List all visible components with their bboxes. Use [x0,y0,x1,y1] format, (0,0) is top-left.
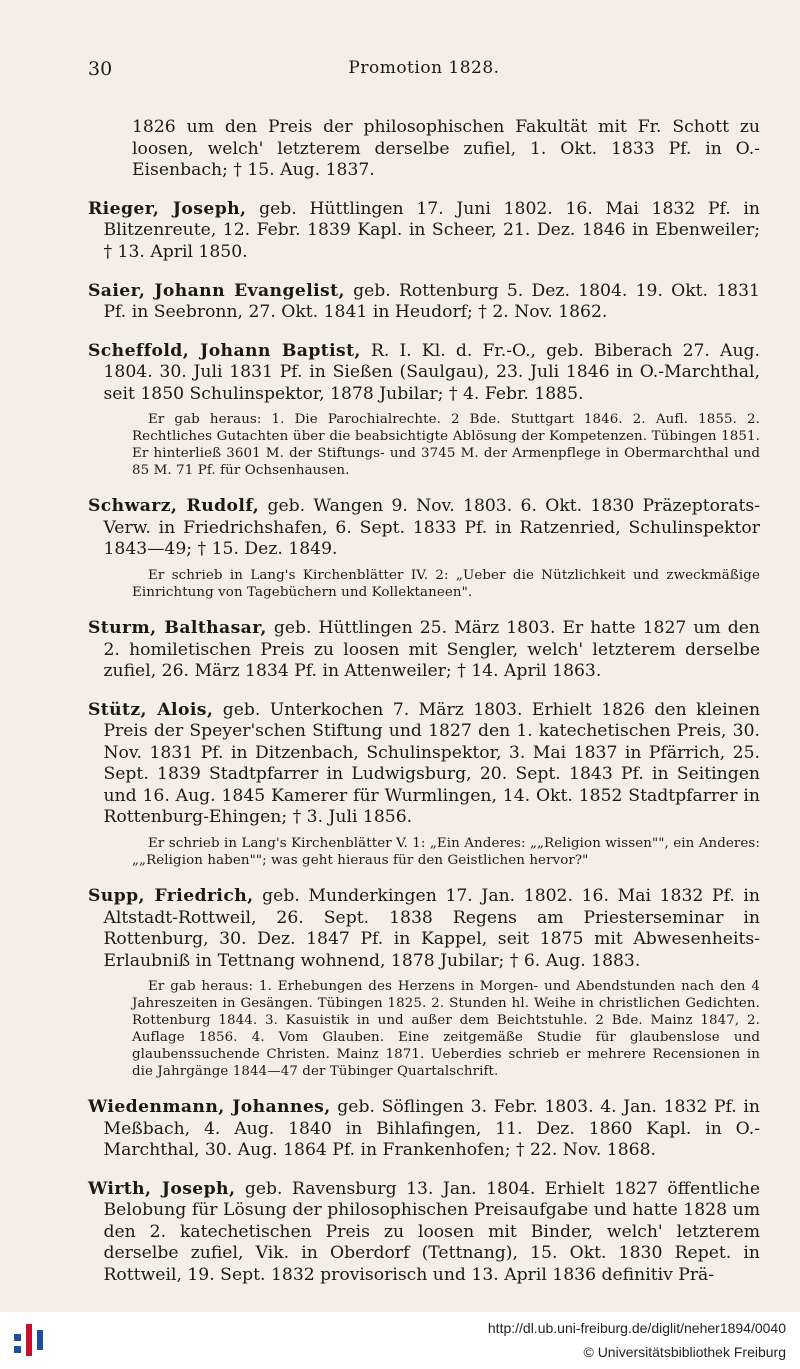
entry-note-scheffold: Er gab heraus: 1. Die Parochialrechte. 2 Bde. Stuttgart 1846. 2. Aufl. 1855. 2. Rechtliches Gutachten über die beabsichtigte Ablösung der Kompetenzen. Tübingen 1851. Er hinterließ 3601 M. der Stiftungs- und 3745 M. der Armenpflege in Obermarchthal und 85 M. 71 Pf. für Ochsenhausen. [132,412,760,479]
entry-text: R. I. Kl. d. Fr.-O., geb. Biberach 27. Aug. 1804. 30. Juli 1831 Pf. in Sießen (Saulgau), 23. Juli 1846 in O.-Marchthal, seit 1850 Schulinspektor, 1878 Jubilar; † 4. Febr. 1885. [103,340,760,404]
entry-continuation: 1826 um den Preis der philosophischen Fakultät mit Fr. Schott zu loosen, welch' letzterem derselbe zufiel, 1. Okt. 1833 Pf. in O.-Eisenbach; † 15. Aug. 1837. [132,117,760,181]
entry-wirth [88,1179,760,1287]
entry-saier [88,281,760,324]
entry-stuetz [88,700,760,829]
entry-text: geb. Unterkochen 7. März 1803. Erhielt 1826 den kleinen Preis der Speyer'schen Stiftung und 1827 den 1. katechetischen Preis, 30. Nov. 1831 Pf. in Ditzenbach, Schulinspektor, 3. Mai 1837 in Pfärrich, 25. Sept. 1839 Stadtpfarrer in Ludwigsburg, 20. Sept. 1843 Pf. in Seitingen und 16. Aug. 1845 Kamerer für Wurmlingen, 14. Okt. 1852 Stadtpfarrer in Rottenburg-Ehingen; † 3. Juli 1856. [103,699,761,828]
page-header [88,58,760,86]
entry-schwarz [88,496,760,561]
entry-name: Stütz, Alois, [88,699,214,720]
footer-bar [0,1312,800,1369]
entry-name: Saier, Johann Evangelist, [88,280,345,301]
copyright-notice: © Universitätsbibliothek Freiburg [583,1344,786,1360]
entry-sturm [88,618,760,683]
entry-note-stuetz: Er schrieb in Lang's Kirchenblätter V. 1: „Ein Anderes: „„Religion wissen"", ein Anderes: „„Religion haben""; was geht hieraus für den Geistlichen hervor?" [132,835,760,868]
entry-name: Rieger, Joseph, [88,198,247,219]
entry-name: Wirth, Joseph, [88,1178,236,1199]
entry-note-supp: Er gab heraus: 1. Erhebungen des Herzens in Morgen- und Abendstunden nach den 4 Jahreszeiten in Gesängen. Tübingen 1825. 2. Stunden hl. Weihe in christlichen Gedichten. Rottenburg 1844. 3. Kasuistik in und außer dem Beichtstuhle. 2 Bde. Mainz 1847, 2. Auflage 1856. 4. Vom Glauben. Eine zeitgemäße Studie für glaubenslose und glaubenssuchende Christen. Mainz 1871. Ueberdies schrieb er mehrere Recensionen in die Jahrgänge 1844—47 der Tübinger Quartalschrift. [132,979,760,1079]
entry-name: Supp, Friedrich, [88,886,254,906]
entry-text: geb. Söflingen 3. Febr. 1803. 4. Jan. 1832 Pf. in Meßbach, 4. Aug. 1840 in Bihlafingen, 11. Dez. 1860 Kapl. in O.-Marchthal, 30. Aug. 1864 Pf. in Frankenhofen; † 22. Nov. 1868. [103,1097,761,1161]
entry-note-schwarz: Er schrieb in Lang's Kirchenblätter IV. 2: „Ueber die Nützlichkeit und zweckmäßige Einrichtung von Tagebüchern und Kollektaneen". [132,567,760,600]
running-title: Promotion 1828. [348,58,500,78]
page-body [88,100,760,1292]
entry-text: geb. Munderkingen 17. Jan. 1802. 16. Mai 1832 Pf. in Altstadt-Rottweil, 26. Sept. 1838 Regens am Priesterseminar in Rottenburg, 30. Dez. 1847 Pf. in Kappel, seit 1875 mit Abwesenheits-Erlaubniß in Tettnang wohnend, 1878 Jubilar; † 6. Aug. 1883. [103,886,760,971]
entry-text: geb. Wangen 9. Nov. 1803. 6. Okt. 1830 Präzeptorats-Verw. in Friedrichshafen, 6. Sept. 1833 Pf. in Ratzenried, Schulinspektor 1843—49; † 15. Dez. 1849. [103,496,760,560]
entry-name: Wiedenmann, Johannes, [88,1097,331,1118]
entry-scheffold [88,341,760,406]
page-number: 30 [88,58,113,80]
entry-name: Scheffold, Johann Baptist, [88,340,361,361]
entry-name: Schwarz, Rudolf, [88,496,260,517]
library-logo-icon [12,1320,52,1362]
entry-text: geb. Hüttlingen 17. Juni 1802. 16. Mai 1832 Pf. in Blitzenreute, 12. Febr. 1839 Kapl. in Scheer, 21. Dez. 1846 in Ebenweiler; † 13. April 1850. [103,198,760,262]
source-url-link[interactable]: http://dl.ub.uni-freiburg.de/diglit/neher1894/0040 [487,1320,786,1336]
entry-wiedenmann [88,1097,760,1162]
entry-rieger [88,199,760,264]
entry-supp [88,886,760,972]
entry-text: geb. Rottenburg 5. Dez. 1804. 19. Okt. 1831 Pf. in Seebronn, 27. Okt. 1841 in Heudorf; † 2. Nov. 1862. [103,280,760,323]
entry-text: geb. Hüttlingen 25. März 1803. Er hatte 1827 um den 2. homiletischen Preis zu loosen mit Sengler, welch' letzterem derselbe zufiel, 26. März 1834 Pf. in Attenweiler; † 14. April 1863. [103,618,760,682]
entry-name: Sturm, Balthasar, [88,618,267,639]
entry-text: geb. Ravensburg 13. Jan. 1804. Erhielt 1827 öffentliche Belobung für Lösung der philosophischen Preisaufgabe und hatte 1828 um den 2. katechetischen Preis zu loosen mit Binder, welch' letzterem derselbe zufiel, Vik. in Oberdorf (Tettnang), 15. Okt. 1830 Repet. in Rottweil, 19. Sept. 1832 provisorisch und 13. April 1836 definitiv Prä- [103,1178,760,1285]
